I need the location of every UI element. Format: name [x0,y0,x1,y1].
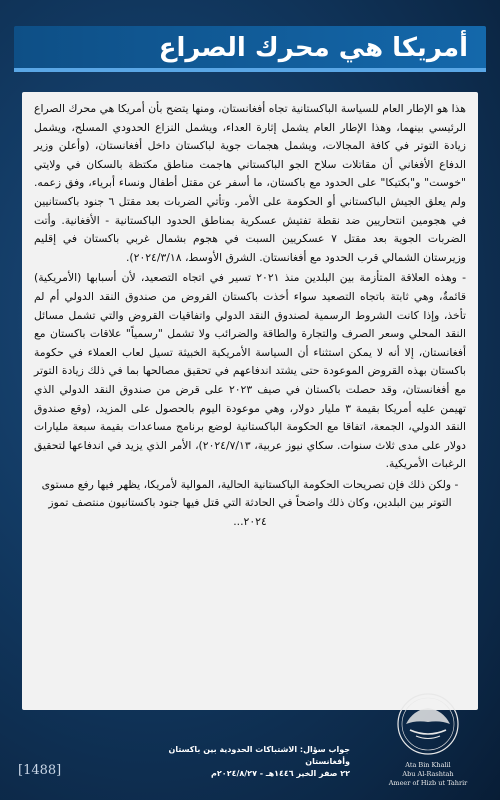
title-underline [14,68,486,72]
article-body [22,92,478,532]
footer-caption [130,744,350,780]
title-bar [14,26,486,72]
paragraph-3: - ولكن ذلك فإن تصريحات الحكومة الباكستانية الحالية، الموالية لأمريكا، يظهر فيها رفع مستوى التوتر بين البلدين، وكان ذلك واضحاً في الحادثة التي قتل فيها جنود باكستانيون منتصف تموز ٢٠٢٤... [41,477,459,529]
paragraph-2: - وهذه العلاقة المتأزمة بين البلدين منذ ٢٠٢١ تسير في اتجاه التصعيد، لأن أسبابها (الأمريكية) قائمةٌ، وهي ثابتة باتجاه التصعيد سواء أخذت باكستان القروض من صندوق النقد الدولي أم لم تأخذ، وإذا كانت الشروط الرسمية لصندوق النقد الدولي واتفاقيات القروض والتي تشمل مسائل النقد المحلي وسعر الصرف والتجارة والطاقة والضرائب ولا تشمل "رسمياً" علاقات باكستان مع أفغانستان، إلا أنه لا يمكن استثناء أن السياسة الأمريكية الخبيثة تسيل لعاب العملاء في حكومة باكستان بهذه القروض الموعودة حتى يشتد اندفاعهم في تحقيق مصالحها بما في ذلك زيادة التوتر مع أفغانستان، وقد حصلت باكستان في صيف ٢٠٢٣ على قرض من صندوق النقد الدولي الذي تهيمن عليه أمريكا بقيمة ٣ مليار دولار، وهي موعودة اليوم بالحصول على المزيد، (وقع صندوق النقد الدولي، الجمعة، اتفاقا مع الحكومة الباكستانية لوضع برنامج مساعدات بقيمة سبعة مليارات دولار على مدى ثلاث سنوات. سكاي نيوز عربية، ٢٠٢٤/٧/١٣)، الأمر الذي يزيد في اندفاعها لتحقيق الرغبات الأمريكية. [34,271,466,471]
seal-role-line: Ameer of Hizb ut Tahrir [388,779,468,787]
paragraph-1: هذا هو الإطار العام للسياسة الباكستانية تجاه أفغانستان، ومنها يتضح بأن أمريكا هي محرك الصراع الرئيسي بينهما، وهذا الإطار العام يشمل إثارة العداء، ويشمل النزاع الحدودي المسلح، ويشمل زيادة التوتر في كافة المجالات، ويشمل هجمات جوية لباكستان داخل أفغانستان، (وأعلن وزير الدفاع الأفغاني أن مقاتلات سلاح الجو الباكستاني هاجمت مناطق مكتظة بالسكان في ولايتي "خوست" و"بكتيكا" على الحدود مع باكستان، ما أسفر عن مقتل أطفال ونساء أبرياء، وفق زعمه. ولم يعلق الجيش الباكستاني أو الحكومة على الأمر. وتأتي الضربات بعد مقتل ٦ جنود باكستانيين في هجومين انتحاريين ضد نقطة تفتيش عسكرية بمناطق الحدود الباكستانية - الأفغانية. وأتت الضربات الجوية بعد مقتل ٧ عسكريين السبت في هجوم بشمال غربي باكستان في إقليم وزيرستان الشمالي قرب الحدود مع أفغانستان. الشرق الأوسط، ٢٠٢٤/٣/١٨). [34,102,466,264]
footer [0,712,500,800]
page-title: أمريكا هي محرك الصراع [158,33,468,63]
page-number: [1488] [18,763,62,778]
seal-name-line2: Abu Al-Rashtah [402,770,454,778]
footer-date: ٢٢ صفر الخير ١٤٤٦هـ - ٢٠٢٤/٨/٢٧م [211,769,350,778]
article-panel [22,92,478,710]
seal-name-line1: Ata Bin Khalil [405,761,451,769]
footer-title: جواب سؤال: الاشتباكات الحدودية بين باكستان وأفغانستان [168,745,350,766]
seal-caption [378,761,478,788]
